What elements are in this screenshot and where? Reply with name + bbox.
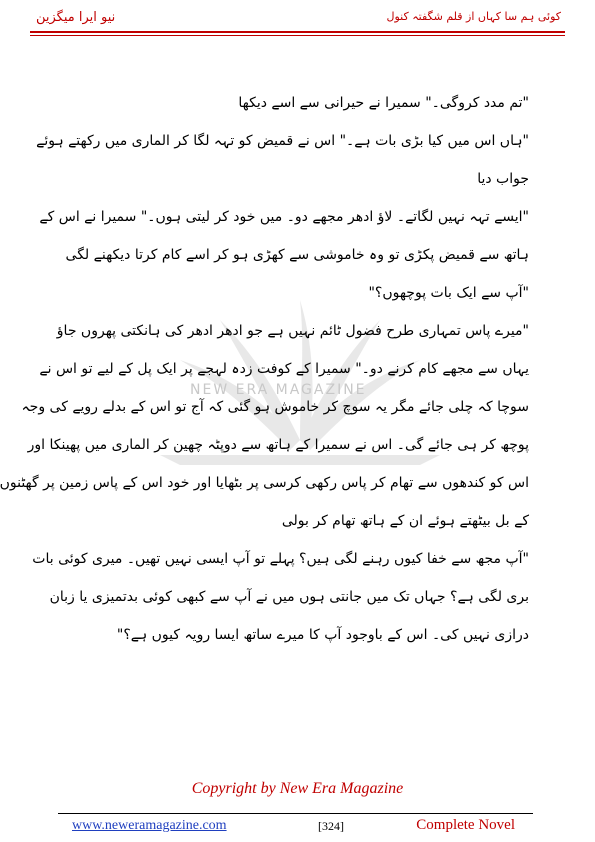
text-line: "میرے پاس تمہاری طرح فضول ٹائم نہیں ہے جو ادھر ادھر کی ہانکتی پھروں جاؤ [56,323,529,339]
text-line: "آپ مجھ سے خفا کیوں رہنے لگی ہیں؟ پہلے تو آپ ایسی نہیں تھیں۔ میری کوئی بات [32,551,529,567]
header-rule [30,31,565,33]
text-line: "ایسے تہہ نہیں لگاتے۔ لاؤ ادھر مجھے دو۔ میں خود کر لیتی ہوں۔" سمیرا نے اس کے [39,209,529,225]
text-line: یہاں سے مجھے کام کرنے دو۔" سمیرا کے کوفت زدہ لہجے پر ایک پل کے لیے تو اس نے [39,361,529,377]
text-line: کے بل بیٹھتے ہوئے ان کے ہاتھ تھام کر بولی [281,513,529,529]
footer-label: Complete Novel [416,817,515,833]
watermark-text: NEW ERA MAGAZINE [190,382,367,398]
text-line: سوچا کہ چلی جائے مگر یہ سوچ کر خاموش ہو گئی کہ آج تو اس کے بدلے رویے کی وجہ [21,399,529,415]
header-rule-thin [30,35,565,36]
text-line: درازی نہیں کی۔ اس کے باوجود آپ کا میرے ساتھ ایسا رویہ کیوں ہے؟" [116,627,529,643]
copyright-notice: Copyright by New Era Magazine [191,780,404,797]
magazine-name: نیو ایرا میگزین [36,10,116,25]
text-line: ہاتھ سے قمیض پکڑی تو وہ خاموشی سے کھڑی ہو کر اسے کام کرتا دیکھنے لگی [65,247,529,263]
footer-rule [58,813,533,814]
page-number: [324] [318,819,344,833]
text-line: "ہاں اس میں کیا بڑی بات ہے۔" اس نے قمیض کو تہہ لگا کر الماری میں رکھتے ہوئے [36,133,529,149]
novel-body [0,84,529,654]
text-line: "تم مدد کروگی۔" سمیرا نے حیرانی سے اسے دیکھا [238,95,529,111]
text-line: اس کو کندھوں سے تھام کر پاس رکھی کرسی پر بٹھایا اور خود اس کے پاس زمین پر گھٹنوں [0,475,529,491]
novel-title-header: کوئی ہم سا کہاں از قلم شگفتہ کنول [386,10,561,23]
website-link[interactable]: www.neweramagazine.com [72,818,227,833]
text-line: جواب دیا [477,171,529,187]
text-line: پوچھ کر ہی جائے گی۔ اس نے سمیرا کے ہاتھ سے دوپٹہ چھین کر الماری میں پھینکا اور [27,437,529,453]
text-line: "آپ سے ایک بات پوچھوں؟" [368,285,529,301]
text-line: بری لگی ہے؟ جہاں تک میں جانتی ہوں میں نے آپ سے کبھی کوئی بدتمیزی یا زبان [49,589,529,605]
